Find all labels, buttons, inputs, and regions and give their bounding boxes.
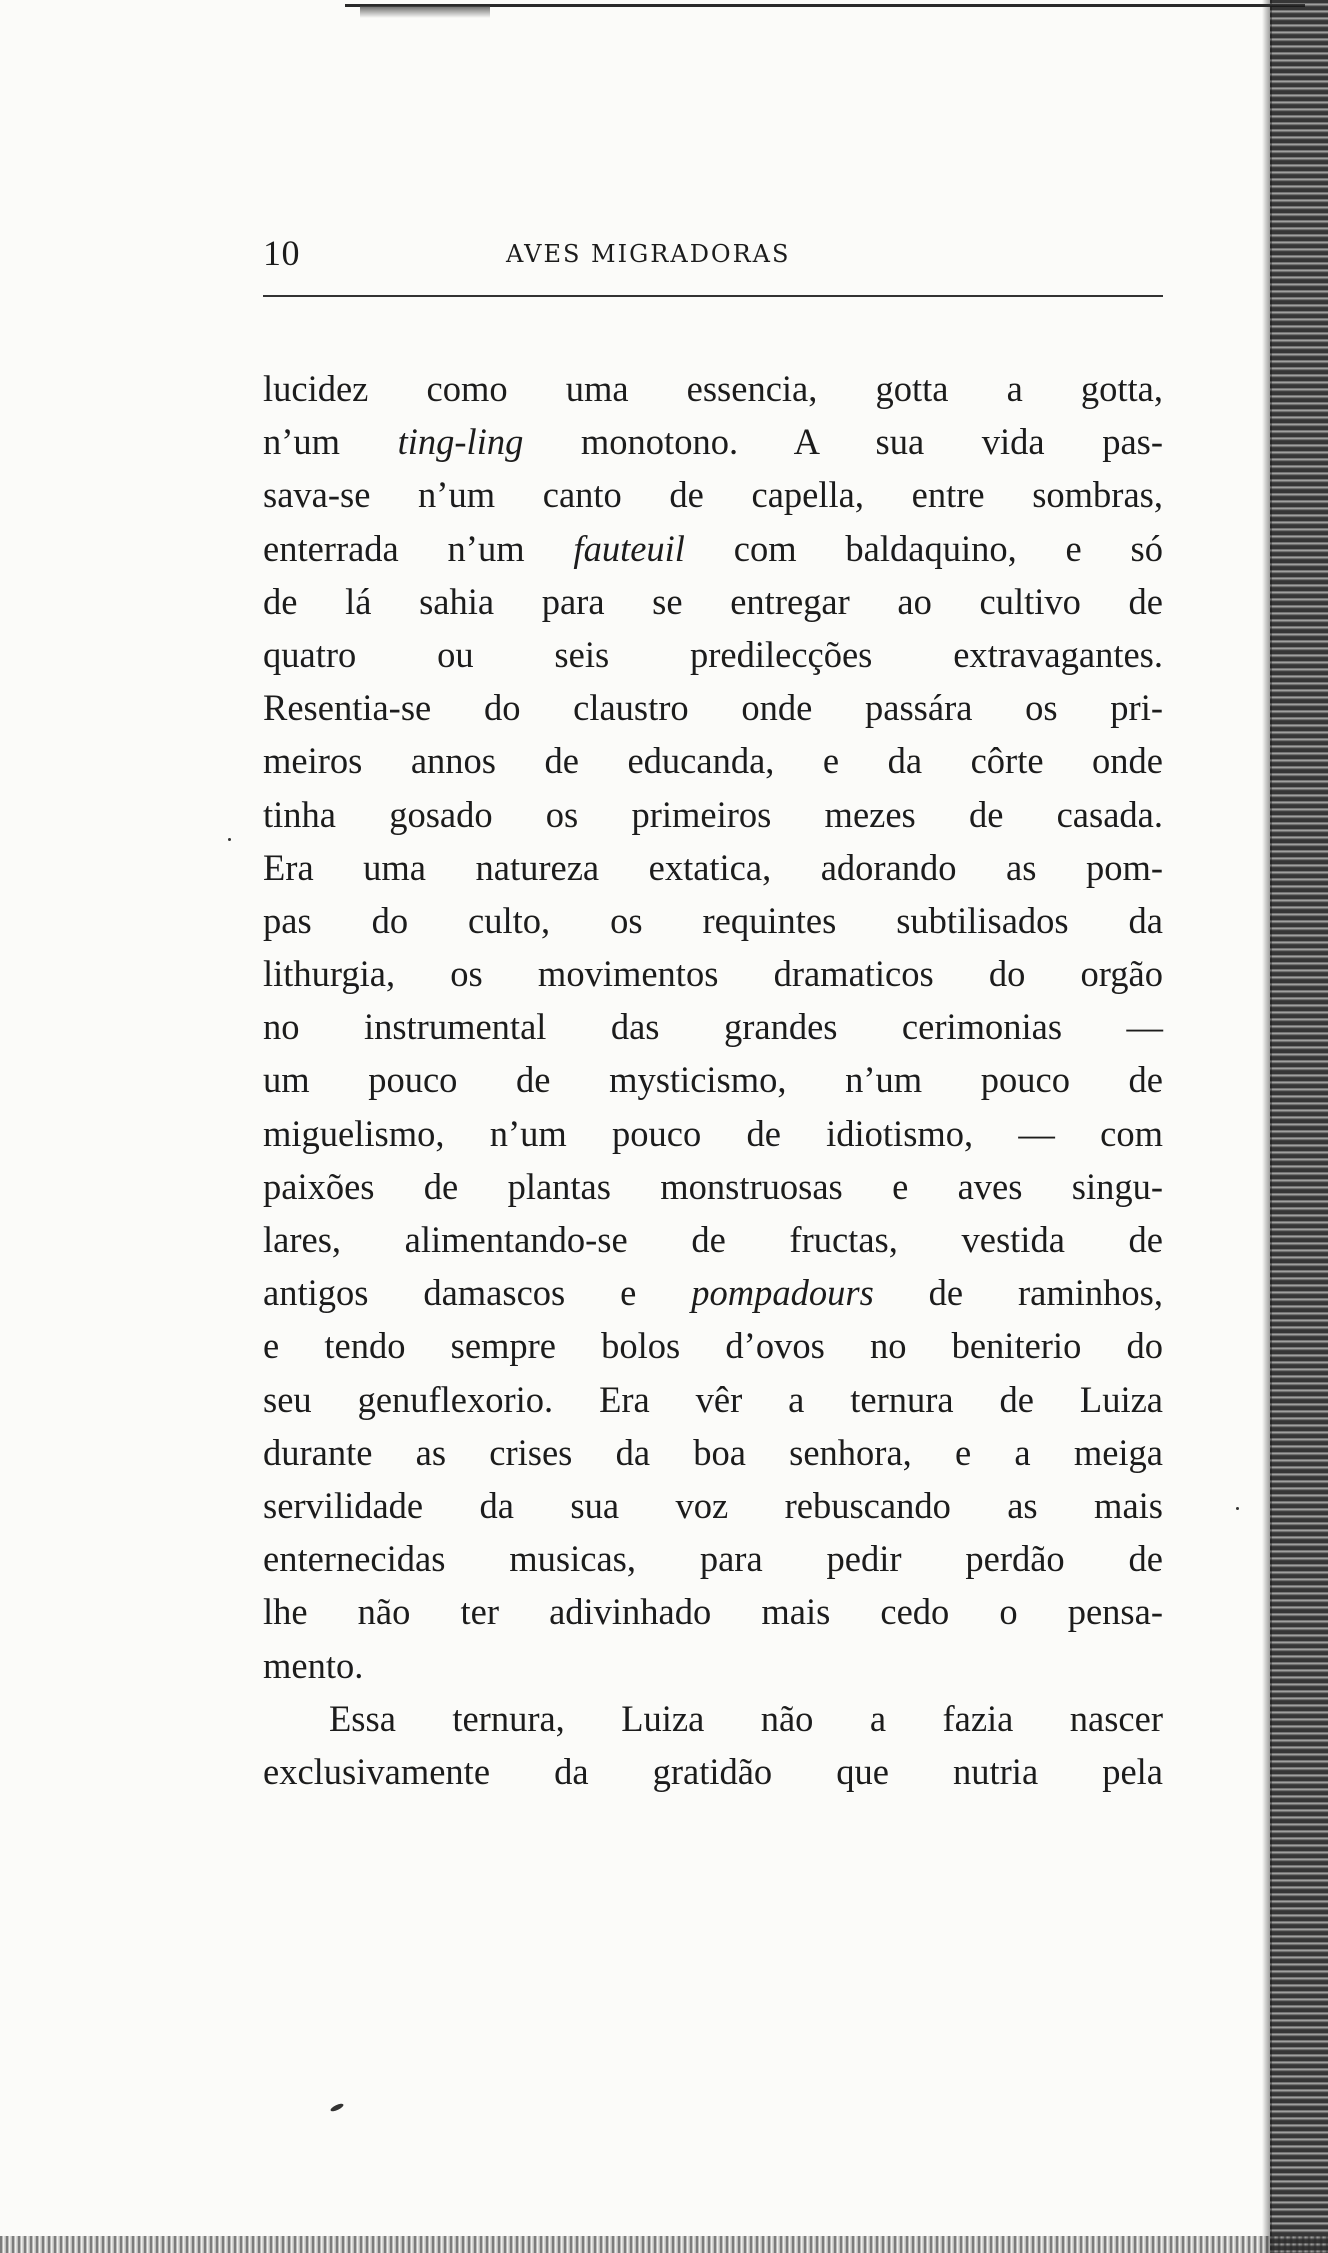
page-right-edge xyxy=(1270,0,1328,2253)
text-line: e tendo sempre bolos d’ovos no beniterio do xyxy=(263,1325,1163,1367)
text-run: monotono. A sua vida pas- xyxy=(523,421,1164,463)
text-line: sava-se n’um canto de capella, entre sombras, xyxy=(263,474,1163,516)
text-line xyxy=(263,415,1163,468)
text-run: enterrada n’um xyxy=(263,527,574,569)
text-line: lares, alimentando-se de fructas, vestida de xyxy=(263,1219,1163,1260)
text-line: no instrumental das grandes cerimonias — xyxy=(263,1006,1163,1048)
running-header xyxy=(263,224,1163,282)
text-line: tinha gosado os primeiros mezes de casada. xyxy=(263,793,1163,835)
text-run: antigos damascos e xyxy=(263,1272,692,1314)
text-line: Resentia-se do claustro onde passára os pri- xyxy=(263,687,1163,729)
italic-term: ting-ling xyxy=(397,421,524,463)
body-text xyxy=(263,362,1163,1798)
text-run: n’um xyxy=(263,421,398,463)
text-line: Essa ternura, Luiza não a fazia nascer xyxy=(329,1697,1163,1739)
text-line: lithurgia, os movimentos dramaticos do orgão xyxy=(263,953,1163,995)
text-line: meiros annos de educanda, e da côrte onde xyxy=(263,740,1163,782)
ink-speck xyxy=(228,838,231,841)
text-line: pas do culto, os requintes subtilisados da xyxy=(263,899,1163,941)
text-line: miguelismo, n’um pouco de idiotismo, — com xyxy=(263,1112,1163,1154)
page-top-smudge xyxy=(360,6,490,18)
text-line: mento. xyxy=(263,1644,364,1686)
text-line: enternecidas musicas, para pedir perdão de xyxy=(263,1538,1163,1580)
text-run: de raminhos, xyxy=(873,1272,1163,1314)
text-line: exclusivamente da gratidão que nutria pela xyxy=(263,1750,1163,1792)
ink-speck xyxy=(330,2102,345,2112)
text-line: quatro ou seis predilecções extravagantes. xyxy=(263,633,1163,675)
text-line: servilidade da sua voz rebuscando as mais xyxy=(263,1484,1163,1526)
text-run: com baldaquino, e só xyxy=(684,527,1163,569)
text-line: paixões de plantas monstruosas e aves singu- xyxy=(263,1165,1163,1207)
text-line: lucidez como uma essencia, gotta a gotta, xyxy=(263,368,1163,409)
page-bottom-edge xyxy=(0,2236,1328,2253)
text-line xyxy=(263,1266,1163,1319)
page-number: 10 xyxy=(263,233,300,273)
text-line: seu genuflexorio. Era vêr a ternura de Luiza xyxy=(263,1378,1163,1420)
italic-term: fauteuil xyxy=(573,527,685,569)
text-line: lhe não ter adivinhado mais cedo o pensa- xyxy=(263,1591,1163,1633)
ink-speck xyxy=(1236,1507,1239,1510)
italic-term: pompadours xyxy=(691,1272,874,1314)
text-line: Era uma natureza extatica, adorando as pom- xyxy=(263,846,1163,888)
text-line: durante as crises da boa senhora, e a meiga xyxy=(263,1431,1163,1473)
running-title: AVES MIGRADORAS xyxy=(506,240,791,268)
text-line xyxy=(263,522,1163,575)
header-rule xyxy=(263,295,1163,297)
text-line: de lá sahia para se entregar ao cultivo de xyxy=(263,580,1163,622)
text-line: um pouco de mysticismo, n’um pouco de xyxy=(263,1059,1163,1101)
